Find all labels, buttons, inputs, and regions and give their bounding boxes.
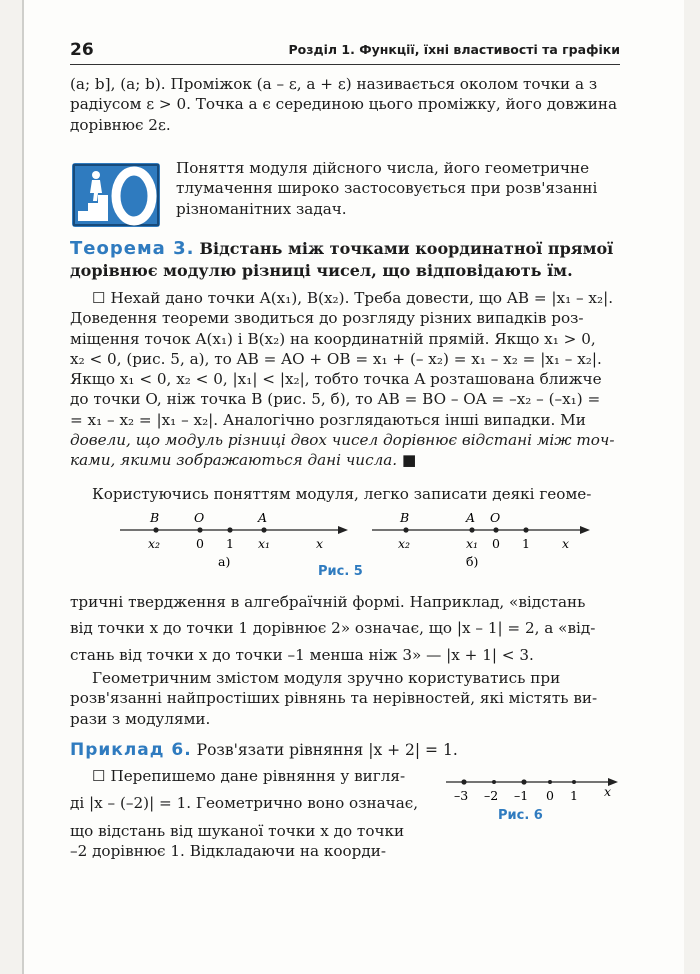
point-B xyxy=(153,527,158,532)
example-heading xyxy=(70,740,622,760)
example-line: що відстань від шуканої точки x до точки xyxy=(70,821,405,840)
page-header xyxy=(70,38,620,65)
point-zero xyxy=(548,780,552,784)
label-B: B xyxy=(400,510,410,525)
example-task: Розв'язати рівняння |x + 2| = 1. xyxy=(196,741,458,759)
proof-line: Якщо x₁ < 0, x₂ < 0, |x₁| < |x₂|, тобто точка A розташована ближче xyxy=(70,370,602,389)
point-A xyxy=(261,527,266,532)
label-O: O xyxy=(194,510,205,525)
figure5-caption: Рис. 5 xyxy=(318,564,363,579)
geom-line: тричні твердження в алгебраїчній формі. Наприклад, «відстань xyxy=(70,593,586,611)
proof-line: = x₁ – x₂ = |x₁ – x₂|. Аналогічно розглядаються інші випадки. Ми xyxy=(70,410,586,429)
label-x2: x₂ xyxy=(148,536,161,551)
note-line: тлумачення широко застосовується при розв'язанні xyxy=(176,179,598,198)
page-number: 26 xyxy=(70,40,94,60)
point-1 xyxy=(523,527,528,532)
geom2-paragraph xyxy=(70,668,622,729)
tick-minus1: –1 xyxy=(514,788,529,803)
proof-paragraph xyxy=(70,288,622,471)
label-A: A xyxy=(466,510,476,525)
label-one: 1 xyxy=(226,536,234,551)
theorem-statement-line: Відстань між точками координатної прямої xyxy=(199,239,614,258)
proof-line: довели, що модуль різниці двох чисел дорівнює відстані між точ- xyxy=(70,431,615,450)
geom2-line: розв'язанні найпростіших рівнянь та нерівностей, які містять ви- xyxy=(70,689,598,708)
geom-line: від точки x до точки 1 дорівнює 2» означає, що |x – 1| = 2, а «від- xyxy=(70,619,596,638)
point-one xyxy=(572,780,576,784)
geom2-line: Геометричним змістом модуля зручно користуватись при xyxy=(92,669,561,687)
point-1 xyxy=(227,527,232,532)
modulus-line: Користуючись поняттям модуля, легко записати деякі геоме- xyxy=(92,485,592,503)
figure5-b xyxy=(372,508,594,570)
modulus-paragraph xyxy=(70,484,622,504)
proof-line: міщення точок A(x₁) і B(x₂) на координатній прямій. Якщо x₁ > 0, xyxy=(70,329,596,348)
example-line: –2 дорівнює 1. Відкладаючи на коорди- xyxy=(70,841,387,860)
point-O xyxy=(493,527,498,532)
geom-line: стань від точки x до точки –1 менша ніж 3» — |x + 1| < 3. xyxy=(70,645,534,664)
point-B xyxy=(403,527,408,532)
example-line: ☐ Перепишемо дане рівняння у вигля- xyxy=(92,767,406,785)
proof-line: Доведення теореми зводиться до розгляду різних випадків роз- xyxy=(70,309,584,328)
label-x-axis: x xyxy=(316,536,324,551)
running-head: Розділ 1. Функції, їхні властивості та графіки xyxy=(288,42,620,57)
label-zero: 0 xyxy=(196,536,204,551)
tick-x-axis: x xyxy=(604,784,612,799)
label-x1: x₁ xyxy=(466,536,479,551)
point-A xyxy=(469,527,474,532)
label-A: A xyxy=(258,510,268,525)
label-zero: 0 xyxy=(492,536,500,551)
geom2-line: рази з модулями. xyxy=(70,709,211,728)
example-line: ді |x – (–2)| = 1. Геометрично воно означає, xyxy=(70,794,419,813)
point-minus1 xyxy=(521,779,526,784)
example-label: Приклад 6. xyxy=(70,740,192,760)
figure6 xyxy=(446,770,620,810)
note-paragraph xyxy=(176,158,624,219)
sub-label-b: б) xyxy=(466,554,479,569)
figure5-a xyxy=(120,508,350,570)
intro-paragraph xyxy=(70,74,622,135)
theorem-statement-line: дорівнює модулю різниці чисел, що відповідають їм. xyxy=(70,261,573,280)
tick-minus3: –3 xyxy=(454,788,469,803)
label-x2: x₂ xyxy=(398,536,411,551)
intro-line: (a; b], (a; b). Проміжок (a – ε, a + ε) називається околом точки a з xyxy=(70,75,598,93)
label-x-axis: x xyxy=(562,536,570,551)
intro-line: радіусом ε > 0. Точка a є серединою цього проміжку, його довжина xyxy=(70,95,618,114)
label-one: 1 xyxy=(522,536,530,551)
label-B: B xyxy=(150,510,160,525)
intro-line: дорівнює 2ε. xyxy=(70,115,171,134)
proof-line: до точки O, ніж точка B (рис. 5, б), то AB = BO – OA = –x₂ – (–x₁) = xyxy=(70,390,601,409)
point-minus3 xyxy=(461,779,466,784)
label-O: O xyxy=(490,510,501,525)
point-minus2 xyxy=(492,780,496,784)
example-body xyxy=(70,766,420,861)
proof-line: ками, якими зображаються дані числа. ■ xyxy=(70,451,417,470)
io-info-icon xyxy=(72,163,160,227)
note-line: Поняття модуля дійсного числа, його геометричне xyxy=(176,159,590,177)
point-O xyxy=(197,527,202,532)
theorem xyxy=(70,238,622,282)
figure6-caption: Рис. 6 xyxy=(498,808,543,823)
note-line: різноманітних задач. xyxy=(176,199,347,218)
tick-minus2: –2 xyxy=(484,788,499,803)
theorem-label: Теорема 3. xyxy=(70,238,195,259)
proof-line: ☐ Нехай дано точки A(x₁), B(x₂). Треба довести, що AB = |x₁ – x₂|. xyxy=(92,289,614,307)
label-x1: x₁ xyxy=(258,536,271,551)
proof-line: x₂ < 0, (рис. 5, а), то AB = AO + OB = x₁ + (– x₂) = x₁ – x₂ = |x₁ – x₂|. xyxy=(70,349,602,368)
sub-label-a: а) xyxy=(218,554,231,569)
geom-paragraph xyxy=(70,592,622,665)
tick-one: 1 xyxy=(570,788,578,803)
tick-zero: 0 xyxy=(546,788,554,803)
